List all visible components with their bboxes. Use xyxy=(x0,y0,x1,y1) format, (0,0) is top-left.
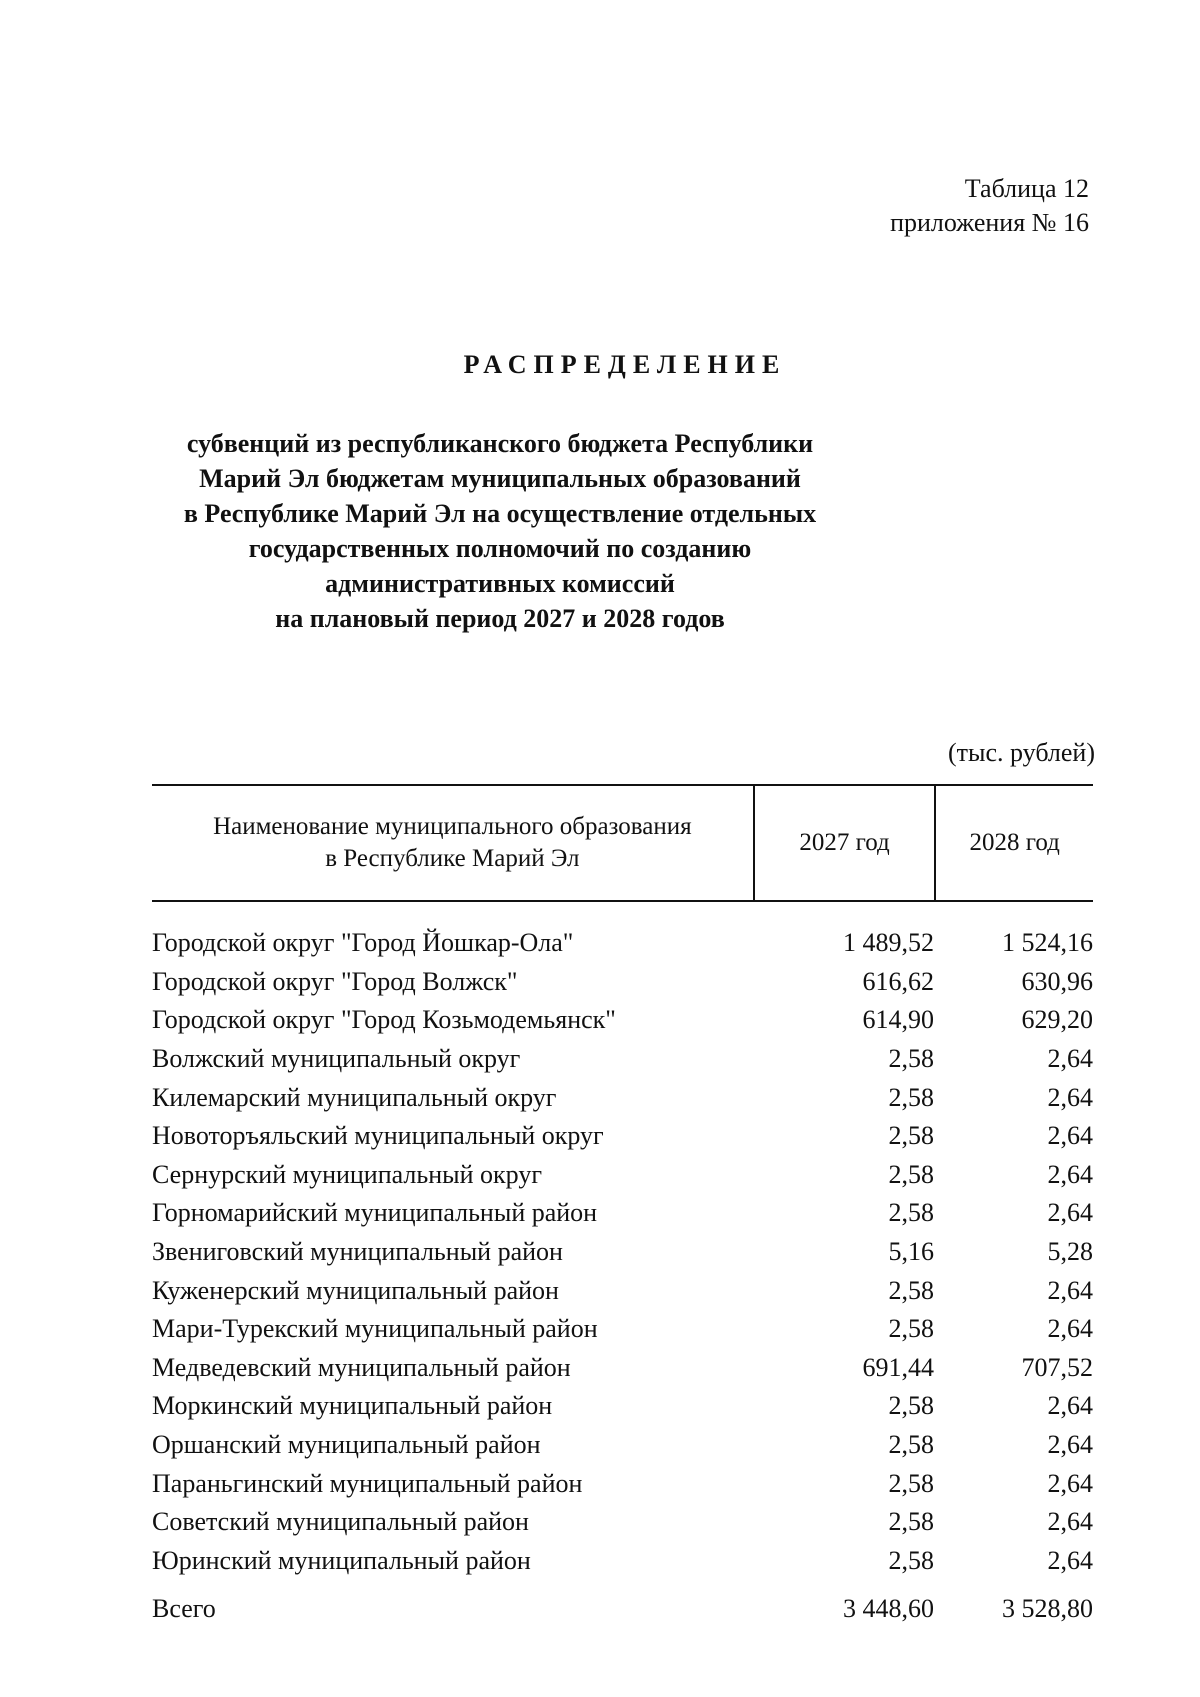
municipality-name: Мари-Турекский муниципальный район xyxy=(152,1314,598,1344)
value-2028: 2,64 xyxy=(1047,1275,1093,1305)
municipality-name: Городской округ "Город Волжск" xyxy=(152,966,518,996)
value-2028: 2,64 xyxy=(1047,1044,1093,1074)
table-row xyxy=(152,1156,1093,1195)
table-number: Таблица 12 xyxy=(964,174,1089,203)
value-2027: 1 489,52 xyxy=(843,928,934,958)
table-row xyxy=(152,1503,1093,1542)
subtitle-line: Марий Эл бюджетам муниципальных образований xyxy=(199,464,801,493)
value-2028: 3 528,80 xyxy=(1002,1594,1093,1624)
municipality-name: Килемарский муниципальный округ xyxy=(152,1082,557,1112)
table-header xyxy=(152,784,1093,902)
value-2027: 2,58 xyxy=(888,1545,934,1575)
value-2028: 2,64 xyxy=(1047,1507,1093,1537)
municipality-name: Оршанский муниципальный район xyxy=(152,1430,541,1460)
value-2028: 2,64 xyxy=(1047,1430,1093,1460)
table-row xyxy=(152,1387,1093,1426)
table-row xyxy=(152,1040,1093,1079)
municipality-name: Советский муниципальный район xyxy=(152,1507,529,1537)
municipality-name: Параньгинский муниципальный район xyxy=(152,1468,583,1498)
municipality-name: Куженерский муниципальный район xyxy=(152,1275,559,1305)
value-2027: 3 448,60 xyxy=(843,1594,934,1624)
value-2027: 2,58 xyxy=(888,1044,934,1074)
municipality-name: Юринский муниципальный район xyxy=(152,1545,531,1575)
municipality-name: Медведевский муниципальный район xyxy=(152,1352,571,1382)
value-2028: 2,64 xyxy=(1047,1545,1093,1575)
municipality-name: Городской округ "Город Козьмодемьянск" xyxy=(152,1005,616,1035)
value-2028: 2,64 xyxy=(1047,1121,1093,1151)
column-header-name xyxy=(152,786,755,900)
table-total-row xyxy=(152,1590,1093,1629)
municipality-name: Горномарийский муниципальный район xyxy=(152,1198,598,1228)
value-2028: 2,64 xyxy=(1047,1198,1093,1228)
table-row xyxy=(152,1233,1093,1272)
value-2027: 691,44 xyxy=(862,1352,934,1382)
distribution-table xyxy=(152,784,1093,1629)
value-2027: 2,58 xyxy=(888,1121,934,1151)
table-row xyxy=(152,1310,1093,1349)
appendix-number: приложения № 16 xyxy=(890,208,1089,237)
value-2028: 2,64 xyxy=(1047,1082,1093,1112)
subtitle-line: административных комиссий xyxy=(325,569,675,598)
subtitle-line: в Республике Марий Эл на осуществление отдельных xyxy=(183,499,817,528)
value-2027: 2,58 xyxy=(888,1507,934,1537)
value-2027: 2,58 xyxy=(888,1198,934,1228)
table-row xyxy=(152,1078,1093,1117)
subtitle-line: субвенций из республиканского бюджета Республики xyxy=(186,429,814,458)
value-2028: 1 524,16 xyxy=(1002,928,1093,958)
municipality-name: Сернурский муниципальный округ xyxy=(152,1159,542,1189)
column-header-2027: 2027 год xyxy=(755,786,937,900)
table-row xyxy=(152,1426,1093,1465)
table-row xyxy=(152,1001,1093,1040)
table-row xyxy=(152,1349,1093,1388)
value-2028: 2,64 xyxy=(1047,1391,1093,1421)
value-2027: 5,16 xyxy=(888,1237,934,1267)
municipality-name: Волжский муниципальный округ xyxy=(152,1044,521,1074)
table-row xyxy=(152,1542,1093,1581)
value-2027: 2,58 xyxy=(888,1314,934,1344)
value-2028: 5,28 xyxy=(1047,1237,1093,1267)
column-header-name-line: в Республике Марий Эл xyxy=(325,845,580,872)
municipality-name: Всего xyxy=(152,1594,216,1624)
value-2027: 616,62 xyxy=(862,966,934,996)
municipality-name: Городской округ "Город Йошкар-Ола" xyxy=(152,928,574,958)
value-2028: 2,64 xyxy=(1047,1314,1093,1344)
value-2028: 707,52 xyxy=(1021,1352,1093,1382)
table-row xyxy=(152,1194,1093,1233)
table-row xyxy=(152,924,1093,963)
table-reference xyxy=(890,172,1089,240)
municipality-name: Звениговский муниципальный район xyxy=(152,1237,563,1267)
table-row xyxy=(152,1464,1093,1503)
value-2028: 2,64 xyxy=(1047,1159,1093,1189)
table-body xyxy=(152,902,1093,1629)
value-2028: 630,96 xyxy=(1021,966,1093,996)
table-row xyxy=(152,1117,1093,1156)
units-label: (тыс. рублей) xyxy=(947,738,1095,767)
column-header-2028: 2028 год xyxy=(969,829,1060,856)
value-2028: 2,64 xyxy=(1047,1468,1093,1498)
value-2028: 629,20 xyxy=(1021,1005,1093,1035)
value-2027: 2,58 xyxy=(888,1275,934,1305)
document-title: РАСПРЕДЕЛЕНИЕ xyxy=(463,350,787,379)
subtitle-line: государственных полномочий по созданию xyxy=(248,534,752,563)
subtitle-line: на плановый период 2027 и 2028 годов xyxy=(275,604,725,633)
municipality-name: Моркинский муниципальный район xyxy=(152,1391,553,1421)
value-2027: 2,58 xyxy=(888,1468,934,1498)
table-row xyxy=(152,1271,1093,1310)
municipality-name: Новоторъяльский муниципальный округ xyxy=(152,1121,604,1151)
value-2027: 2,58 xyxy=(888,1082,934,1112)
value-2027: 2,58 xyxy=(888,1159,934,1189)
value-2027: 2,58 xyxy=(888,1430,934,1460)
table-row xyxy=(152,963,1093,1002)
column-header-name-line: Наименование муниципального образования xyxy=(213,813,692,840)
value-2027: 614,90 xyxy=(862,1005,934,1035)
document-subtitle xyxy=(183,426,817,636)
value-2027: 2,58 xyxy=(888,1391,934,1421)
